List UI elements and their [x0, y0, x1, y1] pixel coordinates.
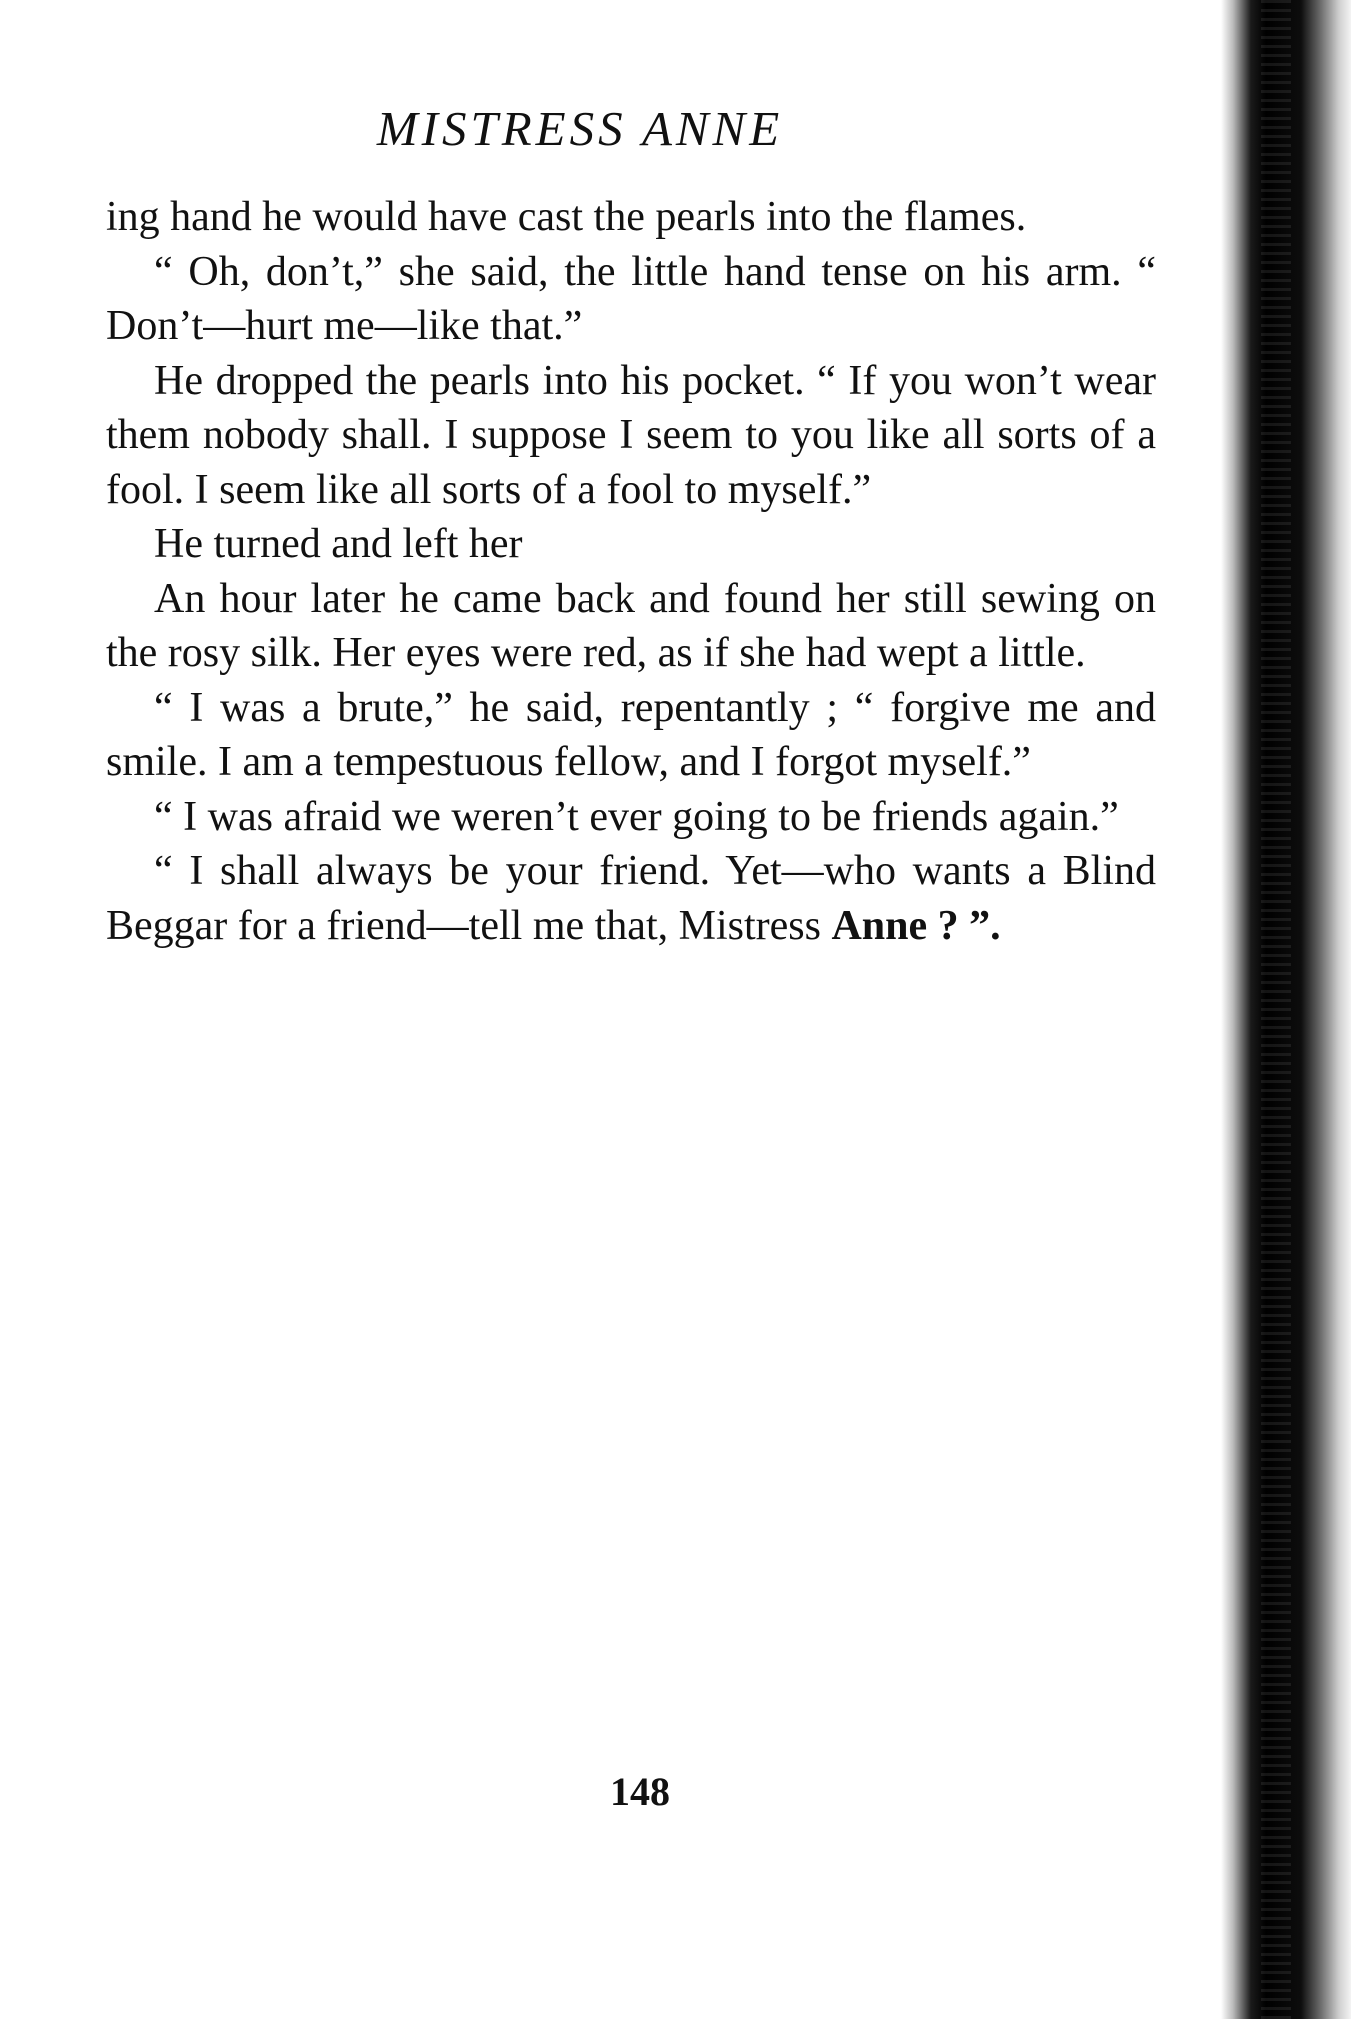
paragraph: “ I was afraid we weren’t ever going to be friends again.” — [154, 793, 1119, 840]
paragraph: “ I was a brute,” he said, repentantly ; “ forgive me and smile. I am a tempestuous fellow, and I forgot myself.” — [106, 684, 1156, 785]
running-head: MISTRESS ANNE — [376, 101, 784, 156]
body-text — [106, 190, 1156, 953]
paragraph — [106, 844, 1156, 953]
paragraph: “ Oh, don’t,” she said, the little hand tense on his arm. “ Don’t—hurt me—like that.” — [106, 248, 1156, 349]
final-words: Anne ? ”. — [831, 902, 1001, 949]
page-number: 148 — [610, 1769, 670, 1814]
paragraph-text: “ I shall always be your friend. Yet—who wants a Blind Beggar for a friend—tell me that, Mistress — [106, 848, 1156, 949]
paragraph: ing hand he would have cast the pearls into the flames. — [106, 194, 1027, 240]
paragraph: He dropped the pearls into his pocket. “ If you won’t wear them nobody shall. I suppose I seem to you like all sorts of a fool. I seem like all sorts of a fool to myself.” — [106, 357, 1156, 513]
paragraph: An hour later he came back and found her still sewing on the rosy silk. Her eyes were red, as if she had wept a little. — [106, 575, 1156, 676]
binding-edge-texture — [1261, 0, 1291, 2019]
paragraph: He turned and left her — [154, 521, 523, 567]
